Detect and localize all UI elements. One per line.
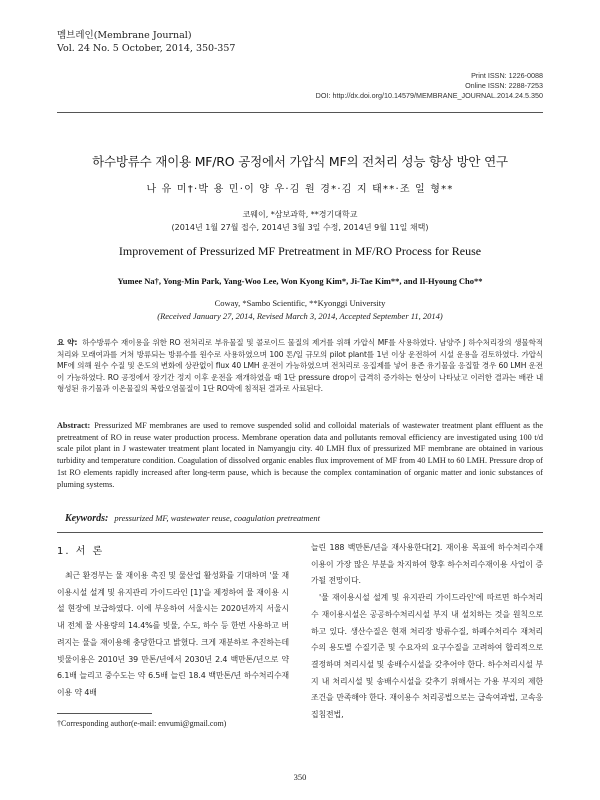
korean-abstract — [57, 337, 543, 395]
english-title: Improvement of Pressurized MF Pretreatment in MF/RO Process for Reuse — [118, 244, 482, 258]
english-abstract-label: Abstract: — [57, 421, 91, 430]
english-dates: (Received January 27, 2014, Revised March 3, 2014, Accepted September 11, 2014) — [157, 311, 443, 321]
right-column — [311, 540, 543, 724]
header-rule — [57, 112, 543, 113]
online-issn: Online ISSN: 2288-7253 — [465, 81, 543, 90]
left-column — [57, 568, 289, 702]
body-paragraph: 늘린 188 백만톤/년을 재사용한다[2]. 재이용 목표에 하수처리수재이용이 가장 많은 부분을 차지하여 향후 하수처리수재이용 사업이 증가될 전망이다. — [311, 543, 543, 586]
footnote-rule — [57, 713, 152, 714]
issn-block — [316, 71, 543, 101]
body-paragraph: '물 재이용시설 설계 및 유지관리 가이드라인'에 따르면 하수처리수 재이용시설은 공공하수처리시설 부지 내 설치하는 것을 원칙으로 하고 있다. 생산수질은 현재 처리장 방류수질, 하폐수처리수 재처리수의 용도별 수질기준 및 수요자의 요구수질을 고려하여 합리적으로 결정하며 처리시설 및 송배수시설을 갖추어야 한다. 하수처리시설 부지 내 처리시설 및 송배수시설을 갖추기 위해서는 가용 부지의 제한조건을 만족해야 한다. 재이용수 처리공법으로는 급속여과법, 고속응집침전법, — [311, 593, 543, 720]
keywords — [65, 513, 320, 524]
abstract-rule — [57, 532, 543, 533]
footnote: †Corresponding author(e-mail: envumi@gmail.com) — [57, 719, 227, 728]
korean-abstract-text: 하수방류수 재이용을 위한 RO 전처리로 부유물질 및 콜로이드 물질의 제거를 위해 가압식 MF를 사용하였다. 남양주 J 하수처리장의 생물학적 처리와 모래여과를 거쳐 방류되는 방류수를 원수로 사용하였으며 100 톤/일 규모의 pilot plant를 1년 이상 운전하여 시설 운용을 검토하였다. 가압식 MF에 의해 원수 수질 및 온도의 변화에 상관없이 flux 40 LMH 운전이 가능하였으며 전처리로 응집제를 넣어 용존 유기물을 응집할 경우 60 LMH 운전이 가능하였다. RO 공정에서 장기간 정지 이후 운전을 재개하였을 때 1단 pressure drop이 급격히 증가하는 현상이 나타났고 이러한 결과는 배관 내 형성된 유기물과 이온물질의 복합오염물질이 1단 RO막에 침적된 결과로 사료된다. — [57, 338, 543, 394]
journal-volume: Vol. 24 No. 5 October, 2014, 350-357 — [57, 43, 236, 54]
korean-affiliation: 코웨이, *삼보과학, **경기대학교 — [242, 210, 358, 219]
page-number: 350 — [293, 772, 307, 782]
korean-authors: 나 유 미†·박 용 민·이 양 우·김 원 경*·김 지 태**·조 일 형** — [146, 184, 454, 195]
english-abstract — [57, 420, 543, 490]
english-abstract-text: Pressurized MF membranes are used to remove suspended solid and colloidal materials of wastewater treatment plant effluent as the pretreatment of RO in reuse water production process. Membrane operation data and pollutants removal efficiency are investigated using 100 t/d scale pilot plant in J wastewater treatment plant located in Namyangju city. 40 LMH flux of pressurized MF membrane are obtained in various turbidity and temperature condition. Coagulation of dissolved organic enables flux improvement of MF from 40 LMH to 60 LMH. Pressure drop of 1st RO elements rapidly increased after long-term pause, which is because the complex contamination of organic matter and ionic substances of pluming systems. — [57, 421, 543, 489]
english-authors: Yumee Na†, Yong-Min Park, Yang-Woo Lee, Won Kyong Kim*, Ji-Tae Kim**, and Il-Hyoung Cho** — [117, 276, 483, 286]
section-heading: 1. 서 론 — [57, 546, 105, 557]
english-affiliation: Coway, *Sambo Scientific, **Kyonggi University — [214, 298, 386, 308]
korean-title: 하수방류수 재이용 MF/RO 공정에서 가압식 MF의 전처리 성능 향상 방안 연구 — [92, 154, 508, 169]
journal-name: 멤브레인(Membrane Journal) — [57, 30, 192, 41]
korean-dates: (2014년 1월 27월 접수, 2014년 3월 3일 수정, 2014년 9월 11일 채택) — [171, 223, 429, 232]
journal-header — [57, 29, 235, 55]
korean-abstract-label: 요 약: — [57, 338, 78, 347]
keywords-label: Keywords: — [65, 513, 109, 524]
body-paragraph: 최근 환경부는 물 재이용 촉진 및 물산업 활성화를 기대하며 '물 재이용시설 설계 및 유지관리 가이드라인 [1]'을 제정하여 물 재이용 시설 현장에 보급하였다. 이에 부응하여 서울시는 2020년까지 서울시내 전체 물 사용량의 14.4%를 빗물, 수도, 하수 등 한번 사용하고 버려지는 물을 재이용해 충당한다고 밝혔다. 크게 재분하로 추진하는데 빗물이용은 2010년 39 만톤/년에서 2030년 2.4 백만톤/년으로 약 6.1배 늘리고 중수도는 약 6.5배 늘린 18.4 백만톤/년 하수처리수재이용 약 4배 — [57, 571, 289, 697]
print-issn: Print ISSN: 1226-0088 — [471, 71, 543, 80]
doi-link[interactable]: DOI: http://dx.doi.org/10.14579/MEMBRANE_JOURNAL.2014.24.5.350 — [315, 91, 543, 100]
keywords-text: pressurized MF, wastewater reuse, coagulation pretreatment — [114, 513, 320, 523]
